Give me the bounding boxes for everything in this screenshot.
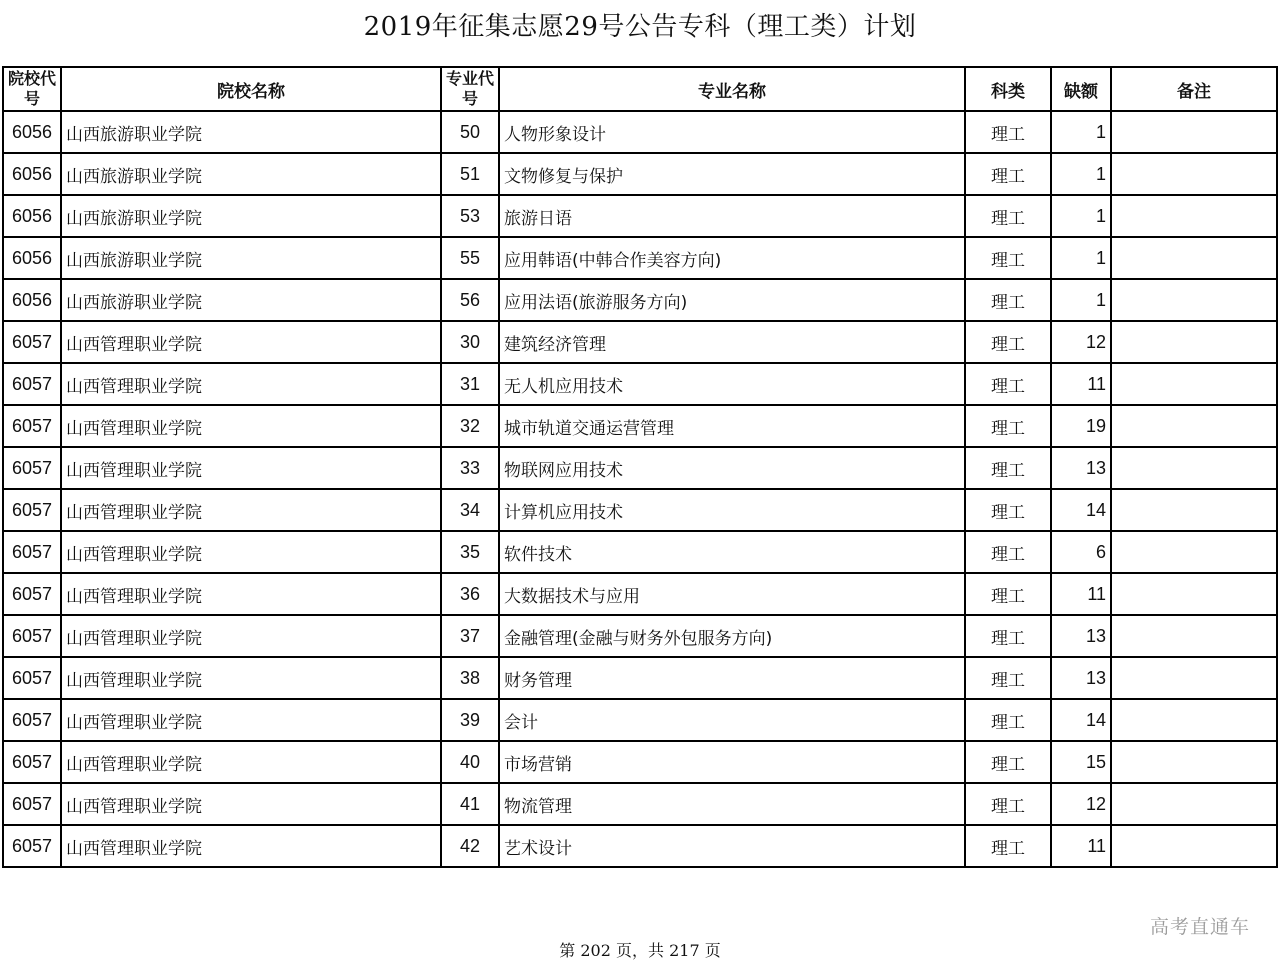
enrollment-plan-table (2, 66, 1278, 868)
table-row (3, 531, 1277, 573)
cell-major-code: 38 (441, 657, 499, 699)
table-row (3, 573, 1277, 615)
cell-school-code: 6057 (3, 531, 61, 573)
cell-school-name: 山西管理职业学院 (61, 363, 441, 405)
cell-remarks (1111, 237, 1277, 279)
cell-major-name: 建筑经济管理 (499, 321, 965, 363)
cell-major-code: 40 (441, 741, 499, 783)
cell-school-code: 6056 (3, 153, 61, 195)
cell-major-code: 41 (441, 783, 499, 825)
cell-major-name: 旅游日语 (499, 195, 965, 237)
cell-remarks (1111, 615, 1277, 657)
cell-school-code: 6057 (3, 363, 61, 405)
table-body (3, 111, 1277, 867)
table-row (3, 153, 1277, 195)
cell-vacancies: 12 (1051, 321, 1111, 363)
cell-remarks (1111, 321, 1277, 363)
cell-major-name: 应用法语(旅游服务方向) (499, 279, 965, 321)
cell-school-name: 山西管理职业学院 (61, 321, 441, 363)
table-row (3, 321, 1277, 363)
cell-major-name: 计算机应用技术 (499, 489, 965, 531)
cell-category: 理工 (965, 783, 1051, 825)
cell-remarks (1111, 405, 1277, 447)
cell-school-name: 山西管理职业学院 (61, 741, 441, 783)
cell-school-code: 6057 (3, 825, 61, 867)
cell-remarks (1111, 783, 1277, 825)
cell-major-code: 55 (441, 237, 499, 279)
cell-school-name: 山西管理职业学院 (61, 447, 441, 489)
cell-school-name: 山西管理职业学院 (61, 615, 441, 657)
cell-school-code: 6057 (3, 699, 61, 741)
cell-remarks (1111, 195, 1277, 237)
cell-school-name: 山西管理职业学院 (61, 573, 441, 615)
cell-major-code: 42 (441, 825, 499, 867)
cell-category: 理工 (965, 741, 1051, 783)
cell-category: 理工 (965, 321, 1051, 363)
cell-school-code: 6056 (3, 279, 61, 321)
cell-major-code: 39 (441, 699, 499, 741)
cell-school-code: 6057 (3, 657, 61, 699)
cell-school-code: 6057 (3, 447, 61, 489)
cell-major-code: 50 (441, 111, 499, 153)
cell-school-code: 6056 (3, 195, 61, 237)
cell-school-code: 6057 (3, 405, 61, 447)
cell-remarks (1111, 573, 1277, 615)
cell-category: 理工 (965, 489, 1051, 531)
cell-school-name: 山西管理职业学院 (61, 825, 441, 867)
cell-remarks (1111, 363, 1277, 405)
header-school-name: 院校名称 (61, 67, 441, 111)
cell-school-name: 山西管理职业学院 (61, 699, 441, 741)
cell-school-name: 山西旅游职业学院 (61, 279, 441, 321)
cell-category: 理工 (965, 405, 1051, 447)
header-remarks: 备注 (1111, 67, 1277, 111)
cell-major-code: 32 (441, 405, 499, 447)
cell-remarks (1111, 279, 1277, 321)
cell-remarks (1111, 531, 1277, 573)
page-footer: 第 202 页，共 217 页 (559, 941, 721, 960)
table-header-row (3, 67, 1277, 111)
cell-category: 理工 (965, 111, 1051, 153)
cell-school-code: 6057 (3, 741, 61, 783)
table-row (3, 657, 1277, 699)
cell-school-name: 山西旅游职业学院 (61, 195, 441, 237)
cell-category: 理工 (965, 237, 1051, 279)
cell-remarks (1111, 489, 1277, 531)
cell-remarks (1111, 825, 1277, 867)
cell-category: 理工 (965, 279, 1051, 321)
cell-vacancies: 1 (1051, 111, 1111, 153)
cell-school-code: 6057 (3, 615, 61, 657)
cell-school-code: 6056 (3, 111, 61, 153)
header-school-code: 院校代号 (3, 67, 61, 111)
cell-major-name: 文物修复与保护 (499, 153, 965, 195)
cell-school-name: 山西管理职业学院 (61, 405, 441, 447)
cell-school-name: 山西管理职业学院 (61, 783, 441, 825)
table-row (3, 447, 1277, 489)
cell-major-name: 金融管理(金融与财务外包服务方向) (499, 615, 965, 657)
table-row (3, 741, 1277, 783)
cell-major-name: 大数据技术与应用 (499, 573, 965, 615)
cell-vacancies: 1 (1051, 237, 1111, 279)
cell-major-code: 35 (441, 531, 499, 573)
cell-category: 理工 (965, 363, 1051, 405)
cell-vacancies: 14 (1051, 699, 1111, 741)
cell-school-code: 6057 (3, 573, 61, 615)
cell-category: 理工 (965, 825, 1051, 867)
cell-vacancies: 11 (1051, 825, 1111, 867)
cell-vacancies: 11 (1051, 573, 1111, 615)
cell-category: 理工 (965, 153, 1051, 195)
cell-remarks (1111, 111, 1277, 153)
cell-major-name: 财务管理 (499, 657, 965, 699)
cell-remarks (1111, 447, 1277, 489)
table-row (3, 111, 1277, 153)
cell-vacancies: 12 (1051, 783, 1111, 825)
table-row (3, 783, 1277, 825)
header-major-code: 专业代号 (441, 67, 499, 111)
cell-vacancies: 13 (1051, 447, 1111, 489)
cell-major-code: 33 (441, 447, 499, 489)
cell-vacancies: 14 (1051, 489, 1111, 531)
cell-major-name: 无人机应用技术 (499, 363, 965, 405)
table-row (3, 363, 1277, 405)
cell-major-code: 30 (441, 321, 499, 363)
cell-remarks (1111, 699, 1277, 741)
cell-category: 理工 (965, 447, 1051, 489)
cell-remarks (1111, 153, 1277, 195)
cell-school-code: 6056 (3, 237, 61, 279)
cell-category: 理工 (965, 195, 1051, 237)
table-row (3, 405, 1277, 447)
header-vacancies: 缺额 (1051, 67, 1111, 111)
cell-vacancies: 11 (1051, 363, 1111, 405)
cell-major-name: 城市轨道交通运营管理 (499, 405, 965, 447)
cell-category: 理工 (965, 615, 1051, 657)
cell-major-name: 软件技术 (499, 531, 965, 573)
cell-school-code: 6057 (3, 489, 61, 531)
cell-school-name: 山西旅游职业学院 (61, 237, 441, 279)
table-row (3, 699, 1277, 741)
cell-remarks (1111, 657, 1277, 699)
cell-vacancies: 13 (1051, 657, 1111, 699)
cell-remarks (1111, 741, 1277, 783)
cell-major-name: 艺术设计 (499, 825, 965, 867)
cell-category: 理工 (965, 699, 1051, 741)
cell-school-code: 6057 (3, 321, 61, 363)
cell-major-name: 人物形象设计 (499, 111, 965, 153)
cell-major-name: 物联网应用技术 (499, 447, 965, 489)
cell-category: 理工 (965, 657, 1051, 699)
cell-school-name: 山西管理职业学院 (61, 489, 441, 531)
cell-school-name: 山西旅游职业学院 (61, 153, 441, 195)
table-row (3, 825, 1277, 867)
document-title: 2019年征集志愿29号公告专科（理工类）计划 (363, 12, 917, 42)
table-row (3, 279, 1277, 321)
header-major-name: 专业名称 (499, 67, 965, 111)
cell-major-name: 市场营销 (499, 741, 965, 783)
table-row (3, 489, 1277, 531)
cell-vacancies: 1 (1051, 153, 1111, 195)
header-category: 科类 (965, 67, 1051, 111)
cell-vacancies: 6 (1051, 531, 1111, 573)
cell-major-code: 34 (441, 489, 499, 531)
cell-category: 理工 (965, 573, 1051, 615)
cell-major-code: 36 (441, 573, 499, 615)
cell-school-code: 6057 (3, 783, 61, 825)
cell-major-code: 53 (441, 195, 499, 237)
cell-vacancies: 1 (1051, 195, 1111, 237)
table-row (3, 237, 1277, 279)
cell-category: 理工 (965, 531, 1051, 573)
cell-major-code: 37 (441, 615, 499, 657)
cell-vacancies: 13 (1051, 615, 1111, 657)
table-row (3, 195, 1277, 237)
watermark-text: 高考直通车 (1149, 916, 1250, 938)
cell-major-name: 物流管理 (499, 783, 965, 825)
cell-major-code: 51 (441, 153, 499, 195)
cell-school-name: 山西管理职业学院 (61, 657, 441, 699)
table-row (3, 615, 1277, 657)
cell-vacancies: 19 (1051, 405, 1111, 447)
cell-vacancies: 15 (1051, 741, 1111, 783)
cell-school-name: 山西管理职业学院 (61, 531, 441, 573)
cell-major-code: 31 (441, 363, 499, 405)
cell-major-code: 56 (441, 279, 499, 321)
cell-major-name: 应用韩语(中韩合作美容方向) (499, 237, 965, 279)
cell-major-name: 会计 (499, 699, 965, 741)
cell-school-name: 山西旅游职业学院 (61, 111, 441, 153)
cell-vacancies: 1 (1051, 279, 1111, 321)
